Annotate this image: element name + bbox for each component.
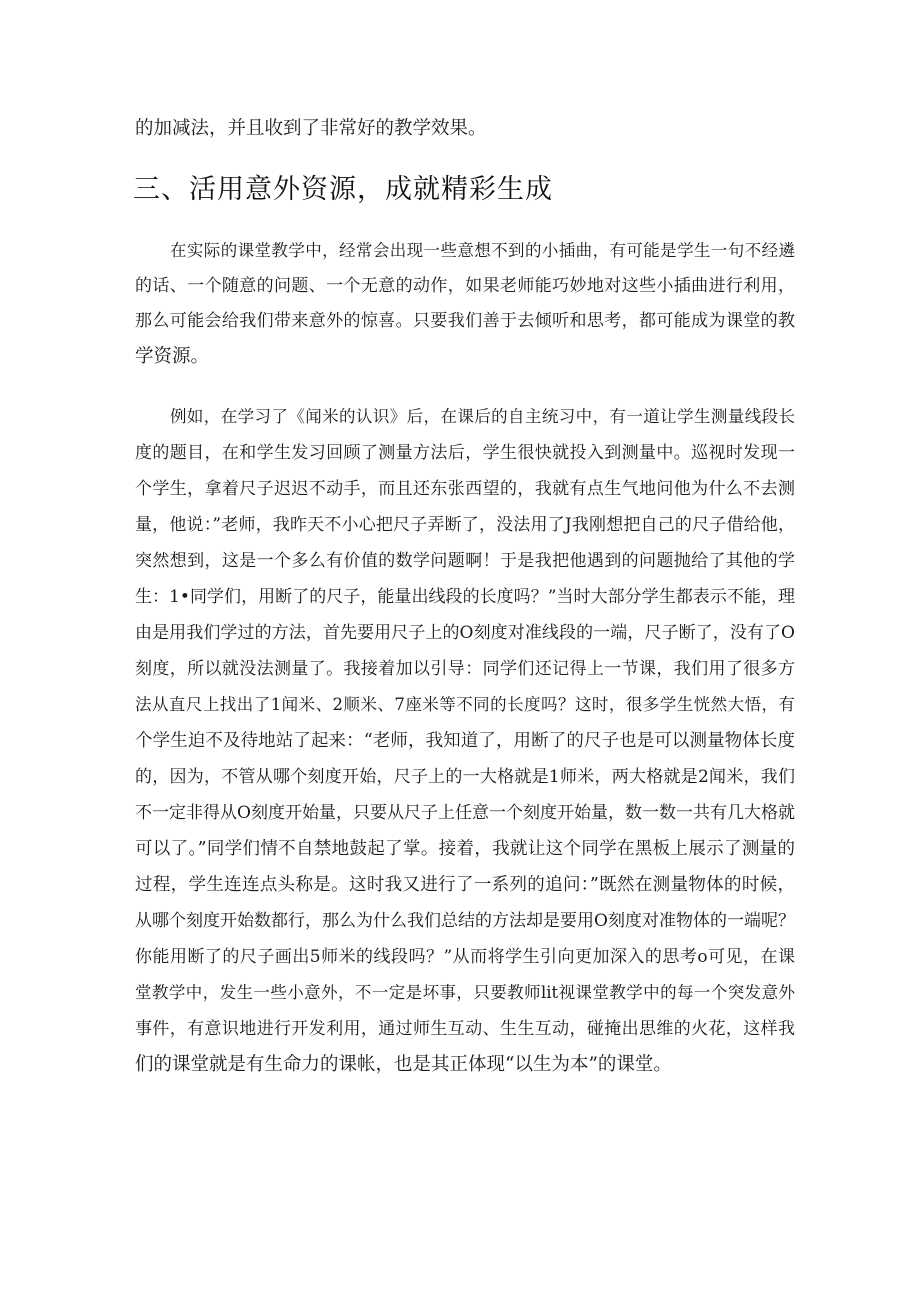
paragraph2-line: 度的题目，在和学生发习回顾了测量方法后，学生很快就投入到测量中。巡视时发现一 [135, 443, 795, 463]
paragraph2-line: 由是用我们学过的方法，首先要用尺子上的O刻度对准线段的一端，尺子断了，没有了O [135, 623, 795, 643]
paragraph2-line: 堂教学中，发生一些小意外，不一定是坏事，只要教师lit视课堂教学中的每一个突发意外 [135, 983, 795, 1002]
paragraph2-line: 量，他说：”老师，我昨天不小心把尺子弄断了，没法用了J我刚想把自己的尺子借给他， [135, 515, 795, 535]
paragraph2-line: 可以了。”同学们情不自禁地鼓起了掌。接着，我就让这个同学在黑板上展示了测量的 [135, 839, 795, 859]
paragraph2-line: 法从直尺上找出了1闻米、2顺米、7座米等不同的长度吗？这时，很多学生恍然大悟，有 [135, 695, 795, 714]
paragraph2-line: 从哪个刻度开始数都行，那么为什么我们总结的方法却是要用O刻度对准物体的一端呢？ [135, 911, 795, 931]
paragraph2-line: 突然想到，这是一个多么有价值的数学问题啊！于是我把他遇到的问题抛给了其他的学 [135, 551, 795, 571]
paragraph2-line: 的，因为，不管从哪个刻度开始，尺子上的一大格就是1师米，两大格就是2闻米，我们 [135, 767, 795, 787]
paragraph2-line: 过程，学生连连点头称是。这时我又进行了一系列的追问：”既然在测量物体的时候， [135, 875, 795, 895]
paragraph1-line: 学资源。 [135, 346, 210, 367]
paragraph1-line: 在实际的课堂教学中，经常会出现一些意想不到的小插曲，有可能是学生一句不经遴 [170, 241, 795, 260]
section-heading: 三、活用意外资源，成就精彩生成 [133, 174, 553, 205]
paragraph2-line: 个学生，拿着尺子迟迟不动手，而且还东张西望的，我就有点生气地问他为什么不去测 [135, 479, 795, 499]
paragraph2-line: 事件，有意识地进行开发利用，通过师生互动、生生互动，碰掩出思维的火花，这样我 [135, 1019, 795, 1039]
paragraph2-line: 例如，在学习了《闻米的认识》后，在课后的自主统习中，有一道让学生测量线段长 [170, 407, 795, 426]
paragraph2-line: 个学生迫不及待地站了起来：“老师，我知道了，用断了的尺子也是可以测量物体长度 [135, 731, 795, 751]
paragraph1-line: 的话、一个随意的问题、一个无意的动作，如果老师能巧妙地对这些小插曲进行利用， [135, 276, 795, 296]
paragraph1-line: 那么可能会给我们带来意外的惊喜。只要我们善于去倾听和思考，都可能成为课堂的教 [135, 311, 795, 331]
paragraph2-line: 生：1•同学们，用断了的尺子，能量出线段的长度吗？”当时大部分学生都表示不能，理 [135, 587, 795, 607]
paragraph2-line: 们的课堂就是有生命力的课帐，也是其正体现“以生为本”的课堂。 [135, 1054, 672, 1075]
paragraph2-line: 你能用断了的尺子画出5师米的线段吗？”从而将学生引向更加深入的思考o可见，在课 [135, 947, 795, 967]
paragraph2-line: 不一定非得从O刻度开始量，只要从尺子上任意一个刻度开始量，数一数一共有几大格就 [135, 803, 795, 823]
paragraph2-line: 刻度，所以就没法测量了。我接着加以引导：同学们还记得上一节课，我们用了很多方 [135, 659, 795, 679]
intro-tail-line: 的加减法，并且收到了非常好的教学效果。 [135, 118, 487, 139]
